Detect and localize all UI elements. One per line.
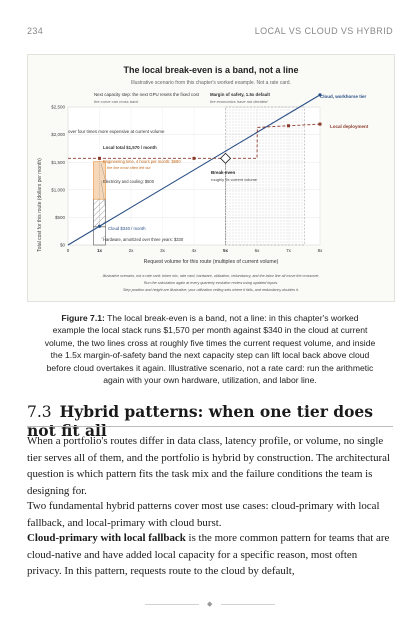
cloud-data-point	[98, 225, 101, 228]
chart-footnote-line: Run the calculation again at every quarterly evolution review using updated inputs.	[143, 281, 279, 285]
x-tick-label: 8x	[317, 248, 323, 253]
break-even-sub-annotation: roughly 5x current volume	[211, 177, 258, 182]
cost-stack-segment	[94, 227, 106, 245]
local-data-point	[287, 124, 290, 127]
chart-title: The local break-even is a band, not a line	[123, 65, 299, 75]
legend-cloud: Cloud, workhorse tier	[320, 94, 367, 99]
y-tick-label: $0	[59, 242, 65, 248]
margin-annotation: Margin of safety, 1.5x default	[210, 92, 270, 97]
page-number: 234	[27, 26, 44, 36]
y-tick-label: $2,500	[51, 104, 65, 110]
footer-rule	[145, 604, 199, 605]
y-tick-label: $1,000	[51, 187, 65, 193]
y-axis-label: Total cost for this route (dollars per month)	[37, 158, 43, 252]
engineering-time-annotation: Engineering time, 4 hours per month: $680	[103, 159, 181, 164]
y-tick-label: $2,000	[51, 132, 65, 138]
engineering-time-sub-annotation: the line most often left out	[107, 166, 151, 170]
x-tick-label: 3x	[160, 248, 165, 253]
paragraph-text: is the more common pattern for teams that are cloud-native and have added local capacity for a specific reason, most often privacy. In this pattern, requests route to the cloud by default,	[27, 532, 390, 577]
section-number: 7.3	[27, 403, 52, 421]
x-tick-label: 7x	[286, 248, 291, 253]
cost-stack	[94, 158, 106, 245]
x-axis-label: Request volume for this route (multiples of current volume)	[143, 259, 279, 265]
section-title: Hybrid patterns: when one tier does not fit all	[27, 402, 374, 440]
y-tick-label: $500	[54, 215, 65, 220]
local-data-point	[98, 157, 101, 160]
chart-footnote-line: Illustrative scenario, not a rate card: token mix, rate card, hardware, utilization, redundancy, and the labor line all move the crossover.	[102, 274, 320, 278]
figure-caption	[44, 312, 376, 386]
next-step-annotation: Next capacity step: the next GPU resets the fixed cost	[94, 92, 199, 97]
break-even-chart	[28, 55, 394, 301]
body-paragraph: Two fundamental hybrid patterns cover most use cases: cloud-primary with local fallback, and local-primary with cloud burst.	[27, 500, 380, 529]
x-tick-label: 2x	[128, 248, 134, 253]
x-tick-label: 0	[66, 248, 70, 253]
running-head	[27, 26, 393, 38]
body-paragraph: When a portfolio's routes differ in data class, latency profile, or volume, no single tier serves all of them, and the portfolio is hybrid by construction. The architectural question is which pattern fits the task mix and the failure conditions the team is designing for.	[27, 435, 391, 497]
electricity-annotation: Electricity and cooling: $500	[103, 179, 154, 184]
figure-caption-text: The local break-even is a band, not a line: in this chapter's worked example the local stack runs $1,570 per month against $340 in the cloud at current volume, the two lines cross at roughly five times the current request volume, and inside the 1.5x margin-of-safety band the next capacity step can lift local back above cloud before cloud overtakes it again. Illustrative scenario, not a rate card: run the arithmetic again with your own hardware, utilization, and labor line.	[44, 313, 376, 386]
footer-rule	[221, 604, 275, 605]
x-tick-label: 1x	[96, 248, 103, 253]
y-tick-label: $1,500	[51, 159, 65, 165]
figure-label: Figure 7.1:	[61, 313, 105, 323]
diamond-icon: ◆	[207, 600, 213, 608]
figure	[27, 54, 395, 302]
x-tick-label: 5x	[222, 248, 229, 253]
x-tick-label: 4x	[191, 248, 197, 253]
chart-subtitle: Illustrative scenario from this chapter's worked example. Not a rate card.	[131, 80, 291, 86]
body-paragraph	[27, 530, 393, 580]
paragraph-lead: Cloud-primary with local fallback	[27, 532, 186, 544]
break-even-annotation: Break-even	[211, 170, 236, 175]
local-data-point	[193, 157, 196, 160]
legend-local: Local deployment	[330, 124, 369, 129]
hardware-annotation: Hardware, amortized over three years: $330	[103, 237, 184, 242]
footer-ornament	[0, 600, 420, 610]
section-rule	[27, 426, 393, 427]
chapter-title: LOCAL VS CLOUD VS HYBRID	[254, 26, 393, 36]
cloud-annotation: Cloud $340 / month	[108, 226, 146, 231]
four-times-annotation: over four times more expensive at current volume	[68, 129, 165, 134]
chart-footnote-line: Step position and height are illustrative; your utilization ceiling sets where it falls, and redundancy doubles it.	[122, 288, 300, 292]
next-step-sub-annotation: the curve can cross back	[94, 99, 139, 104]
local-total-annotation: Local total $1,570 / month	[103, 145, 157, 150]
local-data-point	[319, 123, 322, 126]
x-tick-label: 6x	[254, 248, 260, 253]
margin-sub-annotation: the economics have not decided	[210, 99, 268, 104]
